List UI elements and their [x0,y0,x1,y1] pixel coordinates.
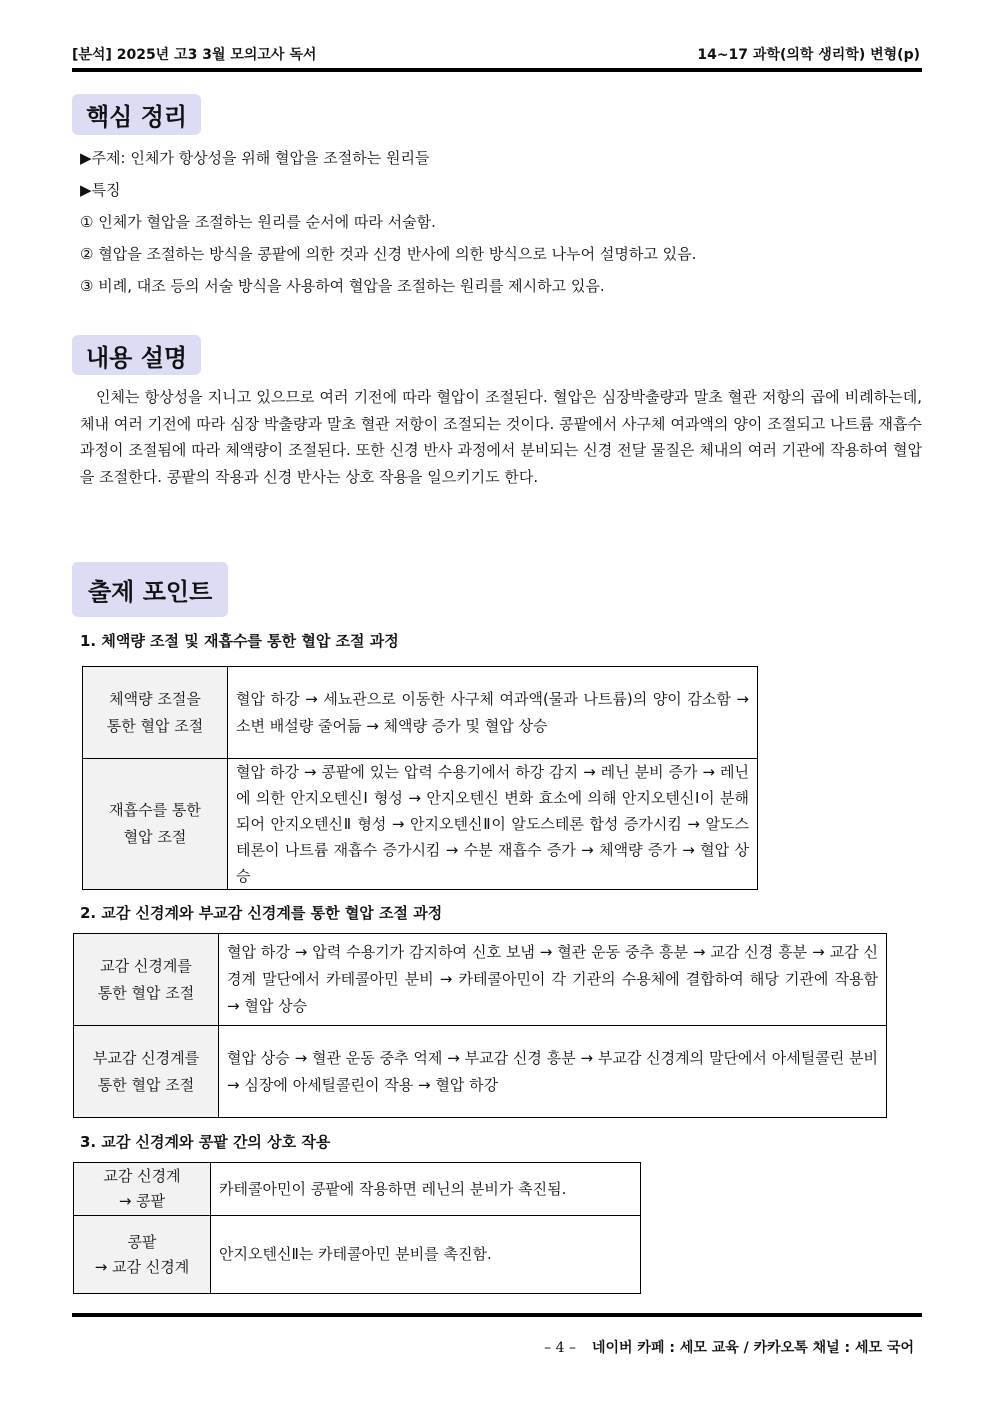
row-label-line: 재흡수를 통한 [109,801,201,819]
table-row [74,1026,887,1118]
summary-feature-2: ② 혈압을 조절하는 방식을 콩팥에 의한 것과 신경 반사에 의한 방식으로 나누어 설명하고 있음. [80,245,697,263]
point-1-heading: 1. 체액량 조절 및 재흡수를 통한 혈압 조절 과정 [80,632,399,650]
content-paragraph: 인체는 항상성을 지니고 있으므로 여러 기전에 따라 혈압이 조절된다. 혈압은 심장박출량과 말초 혈관 저항의 곱에 비례하는데, 체내 여러 기전에 따라 심장 박출량과 말초 혈관 저항이 조절되는 것이다. 콩팥에서 사구체 여과액의 양이 조절되고 나트륨 재흡수 과정이 조절됨에 따라 체액량이 조절된다. 또한 신경 반사 과정에서 분비되는 신경 전달 물질은 체내의 여러 기관에 작용하여 혈압을 조절한다. 콩팥의 작용과 신경 반사는 상호 작용을 일으키기도 한다. [80,388,922,486]
row-label-line: 혈압 조절 [123,828,187,846]
row-text: 카테콜아민이 콩팥에 작용하면 레닌의 분비가 촉진됨. [211,1163,641,1216]
table-row [74,1163,641,1216]
summary-feature-3: ③ 비례, 대조 등의 서술 방식을 사용하여 혈압을 조절하는 원리를 제시하고 있음. [80,277,605,295]
row-text: 혈압 하강 → 콩팥에 있는 압력 수용기에서 하강 감지 → 레닌 분비 증가 → 레닌에 의한 안지오텐신Ⅰ 형성 → 안지오텐신 변화 효소에 의해 안지오텐신Ⅰ이 분해되어 안지오텐신Ⅱ 형성 → 안지오텐신Ⅱ이 알도스테론 합성 증가시킴 → 알도스테론이 나트륨 재흡수 증가시킴 → 수분 재흡수 증가 → 체액량 증가 → 혈압 상승 [228,759,758,890]
row-label [74,1216,211,1294]
page-number: – 4 – [544,1340,576,1356]
row-label-line: 교감 신경계를 [100,956,192,975]
summary-theme: ▶주제: 인체가 항상성을 위해 혈압을 조절하는 원리들 [80,149,430,167]
row-label-line: 통한 혈압 조절 [97,983,195,1002]
row-label [74,1026,219,1118]
page-header [72,44,920,66]
point-3-table [73,1162,641,1294]
header-rule [72,68,922,72]
summary-title: 핵심 정리 [72,94,201,135]
row-text: 혈압 하강 → 세뇨관으로 이동한 사구체 여과액(물과 나트륨)의 양이 감소함 → 소변 배설량 줄어듦 → 체액량 증가 및 혈압 상승 [228,667,758,759]
points-title: 출제 포인트 [72,562,228,617]
footer-rule [72,1313,922,1317]
row-text: 안지오텐신Ⅱ는 카테콜아민 분비를 촉진함. [211,1216,641,1294]
content-title: 내용 설명 [72,335,201,375]
row-label-line: 통한 혈압 조절 [106,716,204,735]
row-label-line: 체액량 조절을 [109,689,201,708]
row-label [74,934,219,1026]
row-label [83,667,228,759]
table-row [74,1216,641,1294]
point-2-table [73,933,887,1118]
header-left: [분석] 2025년 고3 3월 모의고사 독서 [72,47,317,63]
row-label-line: 부교감 신경계를 [92,1048,200,1067]
point-3-heading: 3. 교감 신경계와 콩팥 간의 상호 작용 [80,1133,331,1151]
page-footer [544,1337,914,1357]
table-row [83,667,758,759]
row-label-line: → 콩팥 [118,1192,166,1210]
row-text: 혈압 상승 → 혈관 운동 중추 억제 → 부교감 신경 흥분 → 부교감 신경계의 말단에서 아세틸콜린 분비 → 심장에 아세틸콜린이 작용 → 혈압 하강 [219,1026,887,1118]
header-right: 14~17 과학(의학 생리학) 변형(p) [697,47,920,63]
summary-feature-1: ① 인체가 혈압을 조절하는 원리를 순서에 따라 서술함. [80,213,436,231]
row-label-line: 콩팥 [127,1232,157,1251]
point-2-heading: 2. 교감 신경계와 부교감 신경계를 통한 혈압 조절 과정 [80,904,443,922]
table-row [74,934,887,1026]
footer-text: 네이버 카페 : 세모 교육 / 카카오톡 채널 : 세모 국어 [591,1340,914,1356]
summary-features-label: ▶특징 [80,181,121,199]
row-label [83,759,228,890]
row-label-line: → 교감 신경계 [94,1257,190,1276]
table-row [83,759,758,890]
row-label-line: 교감 신경계 [103,1167,181,1185]
row-label [74,1163,211,1216]
row-text: 혈압 하강 → 압력 수용기가 감지하여 신호 보냄 → 혈관 운동 중추 흥분 → 교감 신경 흥분 → 교감 신경계 말단에서 카테콜아민 분비 → 카테콜아민이 각 기관의 수용체에 결합하여 해당 기관에 작용함 → 혈압 상승 [219,934,887,1026]
row-label-line: 통한 혈압 조절 [97,1075,195,1094]
point-1-table [82,666,758,890]
